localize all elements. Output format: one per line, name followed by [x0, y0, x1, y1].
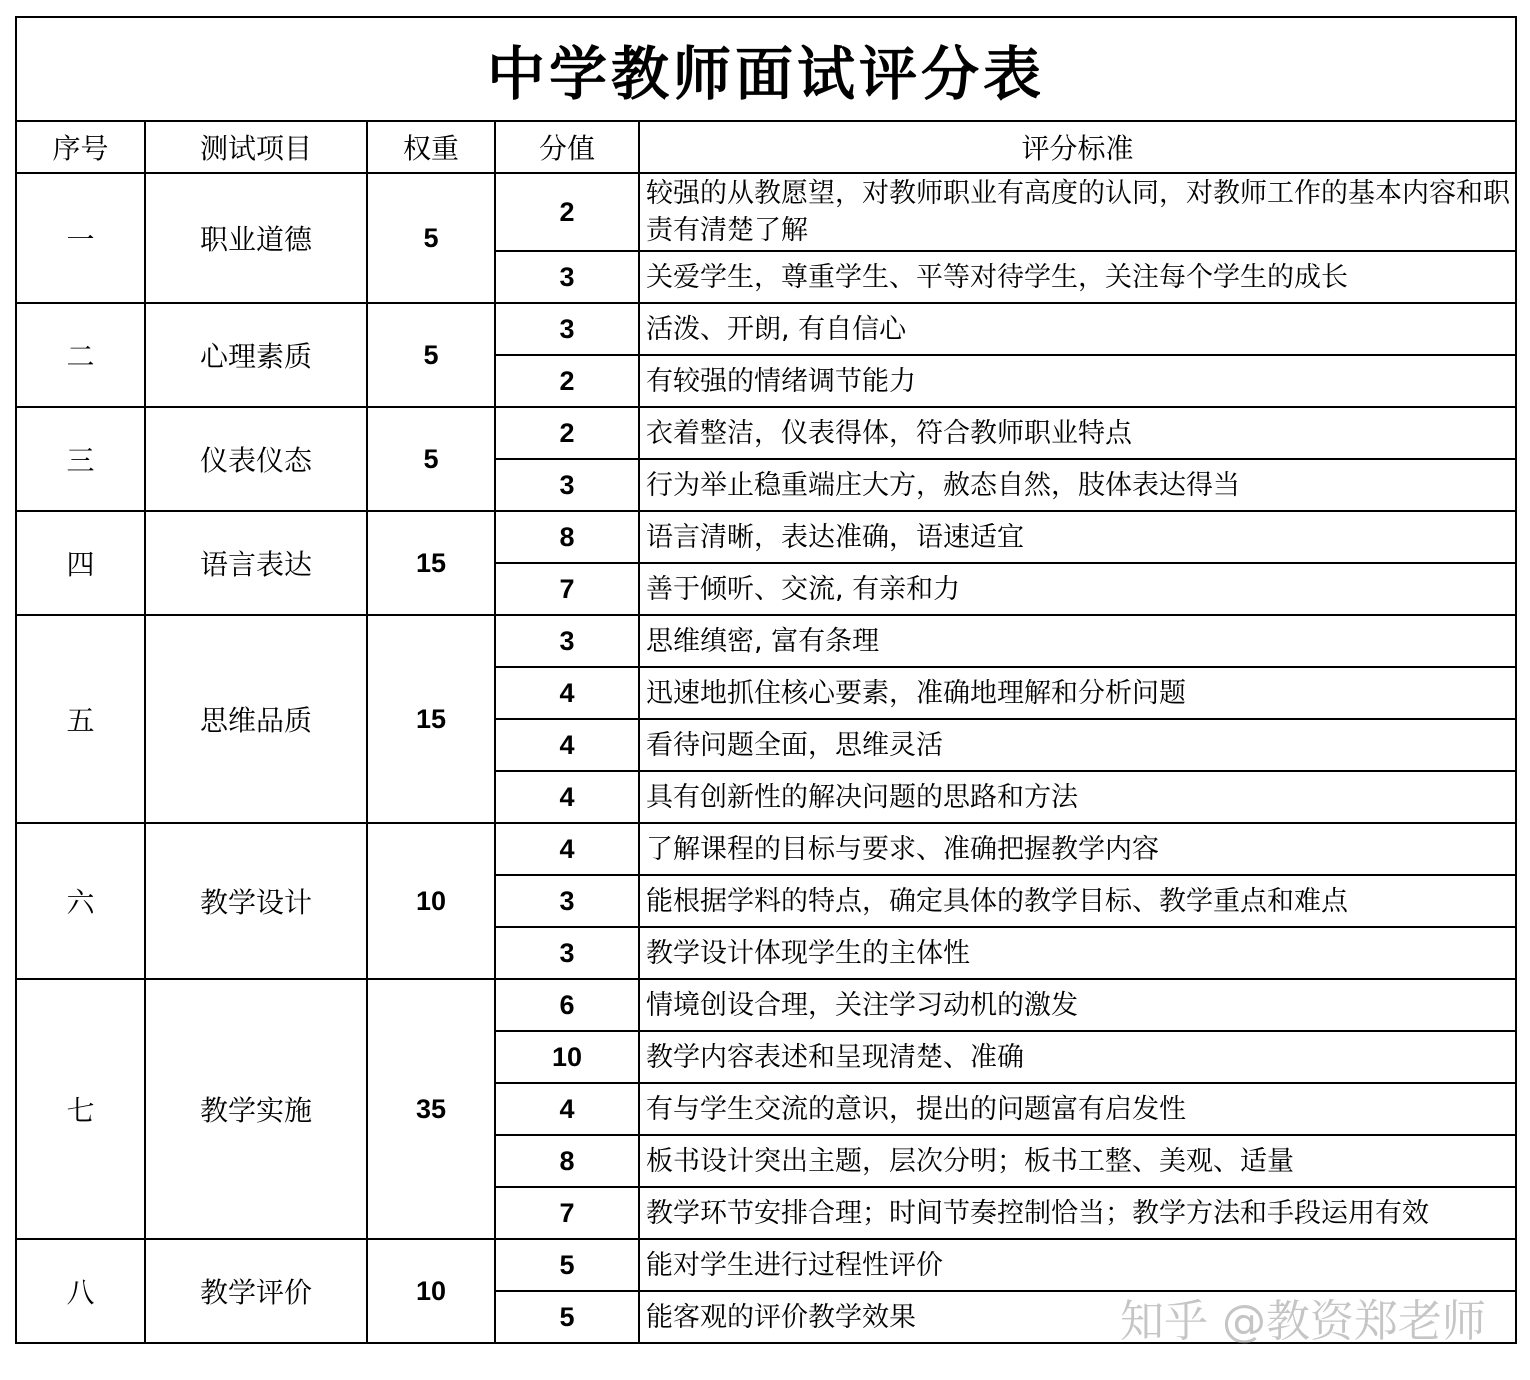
criteria-cell: 衣着整洁，仪表得体，符合教师职业特点 [639, 407, 1516, 459]
section-item: 仪表仪态 [145, 407, 367, 511]
criteria-cell: 有较强的情绪调节能力 [639, 355, 1516, 407]
criteria-cell: 了解课程的目标与要求、准确把握教学内容 [639, 823, 1516, 875]
criteria-cell: 语言清晰，表达准确，语速适宜 [639, 511, 1516, 563]
section-weight: 10 [367, 1239, 495, 1343]
section-weight: 5 [367, 173, 495, 303]
header-weight: 权重 [367, 121, 495, 173]
header-index: 序号 [16, 121, 145, 173]
criteria-cell: 善于倾听、交流, 有亲和力 [639, 563, 1516, 615]
section-index: 四 [16, 511, 145, 615]
section-weight: 35 [367, 979, 495, 1239]
criteria-cell: 思维缜密, 富有条理 [639, 615, 1516, 667]
section-weight: 5 [367, 303, 495, 407]
table-row [16, 173, 1516, 251]
criteria-cell: 迅速地抓住核心要素，准确地理解和分析问题 [639, 667, 1516, 719]
table-row [16, 823, 1516, 875]
score-cell: 3 [495, 615, 639, 667]
header-row [16, 121, 1516, 173]
table-row [16, 511, 1516, 563]
score-cell: 6 [495, 979, 639, 1031]
table-row [16, 979, 1516, 1031]
header-item: 测试项目 [145, 121, 367, 173]
criteria-cell: 能客观的评价教学效果 [639, 1291, 1516, 1343]
score-cell: 4 [495, 1083, 639, 1135]
section-weight: 15 [367, 511, 495, 615]
score-cell: 4 [495, 719, 639, 771]
criteria-cell: 看待问题全面，思维灵活 [639, 719, 1516, 771]
score-cell: 3 [495, 303, 639, 355]
header-score: 分值 [495, 121, 639, 173]
score-cell: 3 [495, 459, 639, 511]
table-row [16, 615, 1516, 667]
score-cell: 10 [495, 1031, 639, 1083]
score-cell: 8 [495, 1135, 639, 1187]
score-cell: 7 [495, 1187, 639, 1239]
score-cell: 5 [495, 1239, 639, 1291]
score-cell: 3 [495, 875, 639, 927]
score-cell: 4 [495, 667, 639, 719]
header-criteria: 评分标准 [639, 121, 1516, 173]
section-item: 教学评价 [145, 1239, 367, 1343]
score-cell: 4 [495, 771, 639, 823]
section-index: 五 [16, 615, 145, 823]
section-weight: 15 [367, 615, 495, 823]
table-title: 中学教师面试评分表 [16, 17, 1516, 121]
section-item: 教学实施 [145, 979, 367, 1239]
criteria-cell: 能根据学料的特点，确定具体的教学目标、教学重点和难点 [639, 875, 1516, 927]
criteria-cell: 行为举止稳重端庄大方，赦态自然，肢体表达得当 [639, 459, 1516, 511]
interview-scoring-table [15, 16, 1517, 1344]
section-index: 二 [16, 303, 145, 407]
section-item: 语言表达 [145, 511, 367, 615]
criteria-cell: 具有创新性的解决问题的思路和方法 [639, 771, 1516, 823]
score-cell: 2 [495, 173, 639, 251]
watermark: 知乎 @教资郑老师 [1120, 1296, 1486, 1347]
section-item: 心理素质 [145, 303, 367, 407]
section-item: 职业道德 [145, 173, 367, 303]
criteria-cell: 教学设计体现学生的主体性 [639, 927, 1516, 979]
score-cell: 3 [495, 251, 639, 303]
score-cell: 2 [495, 355, 639, 407]
criteria-cell: 有与学生交流的意识，提出的问题富有启发性 [639, 1083, 1516, 1135]
criteria-cell: 板书设计突出主题，层次分明；板书工整、美观、适量 [639, 1135, 1516, 1187]
table-row [16, 407, 1516, 459]
section-item: 教学设计 [145, 823, 367, 979]
criteria-cell: 情境创设合理，关注学习动机的激发 [639, 979, 1516, 1031]
criteria-cell: 能对学生进行过程性评价 [639, 1239, 1516, 1291]
score-cell: 8 [495, 511, 639, 563]
scoring-sheet [15, 16, 1515, 1344]
section-item: 思维品质 [145, 615, 367, 823]
score-cell: 3 [495, 927, 639, 979]
criteria-cell: 活泼、开朗, 有自信心 [639, 303, 1516, 355]
section-weight: 5 [367, 407, 495, 511]
section-index: 六 [16, 823, 145, 979]
criteria-cell: 教学内容表述和呈现清楚、准确 [639, 1031, 1516, 1083]
section-weight: 10 [367, 823, 495, 979]
criteria-cell: 关爱学生，尊重学生、平等对待学生，关注每个学生的成长 [639, 251, 1516, 303]
table-row [16, 303, 1516, 355]
section-index: 七 [16, 979, 145, 1239]
section-index: 一 [16, 173, 145, 303]
criteria-cell: 教学环节安排合理；时间节奏控制恰当；教学方法和手段运用有效 [639, 1187, 1516, 1239]
score-cell: 5 [495, 1291, 639, 1343]
score-cell: 4 [495, 823, 639, 875]
score-cell: 2 [495, 407, 639, 459]
section-index: 八 [16, 1239, 145, 1343]
score-cell: 7 [495, 563, 639, 615]
criteria-cell: 较强的从教愿望，对教师职业有高度的认同，对教师工作的基本内容和职责有清楚了解 [639, 173, 1516, 251]
table-row [16, 1239, 1516, 1291]
section-index: 三 [16, 407, 145, 511]
